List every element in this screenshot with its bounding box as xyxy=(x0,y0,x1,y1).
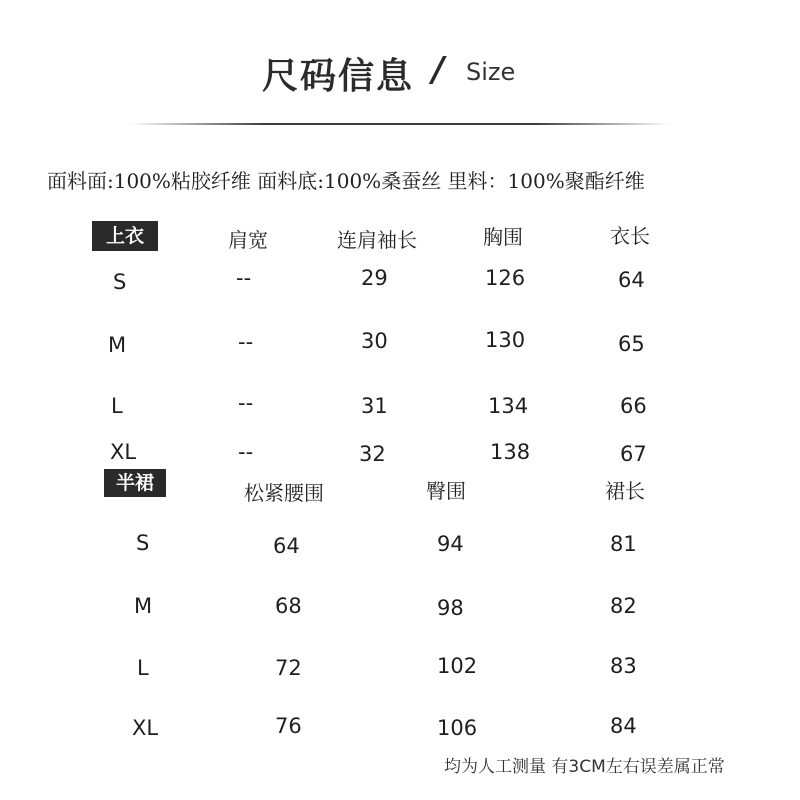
page-title: 尺码信息 xyxy=(262,56,415,97)
top-cell-chest: 134 xyxy=(488,394,529,418)
skirt-cell-waist: 68 xyxy=(275,594,302,618)
skirt-cell-hip: 106 xyxy=(437,716,478,740)
skirt-col-length: 裙长 xyxy=(605,479,645,503)
top-row-size: XL xyxy=(110,440,137,464)
top-cell-chest: 138 xyxy=(490,440,531,464)
top-row-size: L xyxy=(111,394,123,418)
skirt-row-size: L xyxy=(137,656,149,680)
skirt-cell-length: 83 xyxy=(610,654,637,678)
skirt-col-waist: 松紧腰围 xyxy=(244,481,324,505)
top-cell-length: 67 xyxy=(620,442,647,466)
skirt-row-size: XL xyxy=(132,716,159,740)
skirt-cell-hip: 102 xyxy=(437,654,478,678)
skirt-cell-waist: 76 xyxy=(275,714,302,738)
top-row-size: S xyxy=(113,270,127,294)
top-col-shoulder: 肩宽 xyxy=(228,228,268,252)
top-cell-shoulder: -- xyxy=(236,266,252,290)
page-title-english: Size xyxy=(466,58,516,86)
top-cell-shoulder: -- xyxy=(238,330,254,354)
skirt-cell-length: 84 xyxy=(610,714,637,738)
top-cell-sleeve: 30 xyxy=(361,329,388,353)
top-col-sleeve: 连肩袖长 xyxy=(337,228,417,252)
skirt-cell-length: 81 xyxy=(610,532,637,556)
skirt-cell-hip: 94 xyxy=(437,532,464,556)
top-cell-length: 66 xyxy=(620,394,647,418)
top-section-label: 上衣 xyxy=(92,221,158,251)
top-cell-chest: 126 xyxy=(485,266,526,290)
title-separator: / xyxy=(432,50,445,90)
fabric-composition: 面料面:100%粘胶纤维 面料底:100%桑蚕丝 里料：100%聚酯纤维 xyxy=(47,169,645,193)
skirt-cell-length: 82 xyxy=(610,594,637,618)
skirt-col-hip: 臀围 xyxy=(426,479,466,503)
top-cell-length: 65 xyxy=(618,332,645,356)
top-cell-shoulder: -- xyxy=(238,440,254,464)
skirt-row-size: M xyxy=(134,594,153,618)
top-row-size: M xyxy=(108,333,127,357)
top-col-chest: 胸围 xyxy=(483,225,523,249)
top-cell-sleeve: 32 xyxy=(359,442,386,466)
skirt-row-size: S xyxy=(136,531,150,555)
header-divider xyxy=(130,123,670,125)
top-cell-shoulder: -- xyxy=(238,391,254,415)
top-cell-sleeve: 29 xyxy=(361,266,388,290)
top-cell-chest: 130 xyxy=(485,328,526,352)
skirt-section-label: 半裙 xyxy=(104,469,166,497)
top-cell-length: 64 xyxy=(618,268,645,292)
skirt-cell-hip: 98 xyxy=(437,596,464,620)
skirt-cell-waist: 64 xyxy=(273,534,300,558)
measurement-note: 均为人工测量 有3CM左右误差属正常 xyxy=(444,757,725,777)
top-col-length: 衣长 xyxy=(610,224,650,248)
top-cell-sleeve: 31 xyxy=(361,394,388,418)
skirt-cell-waist: 72 xyxy=(275,656,302,680)
